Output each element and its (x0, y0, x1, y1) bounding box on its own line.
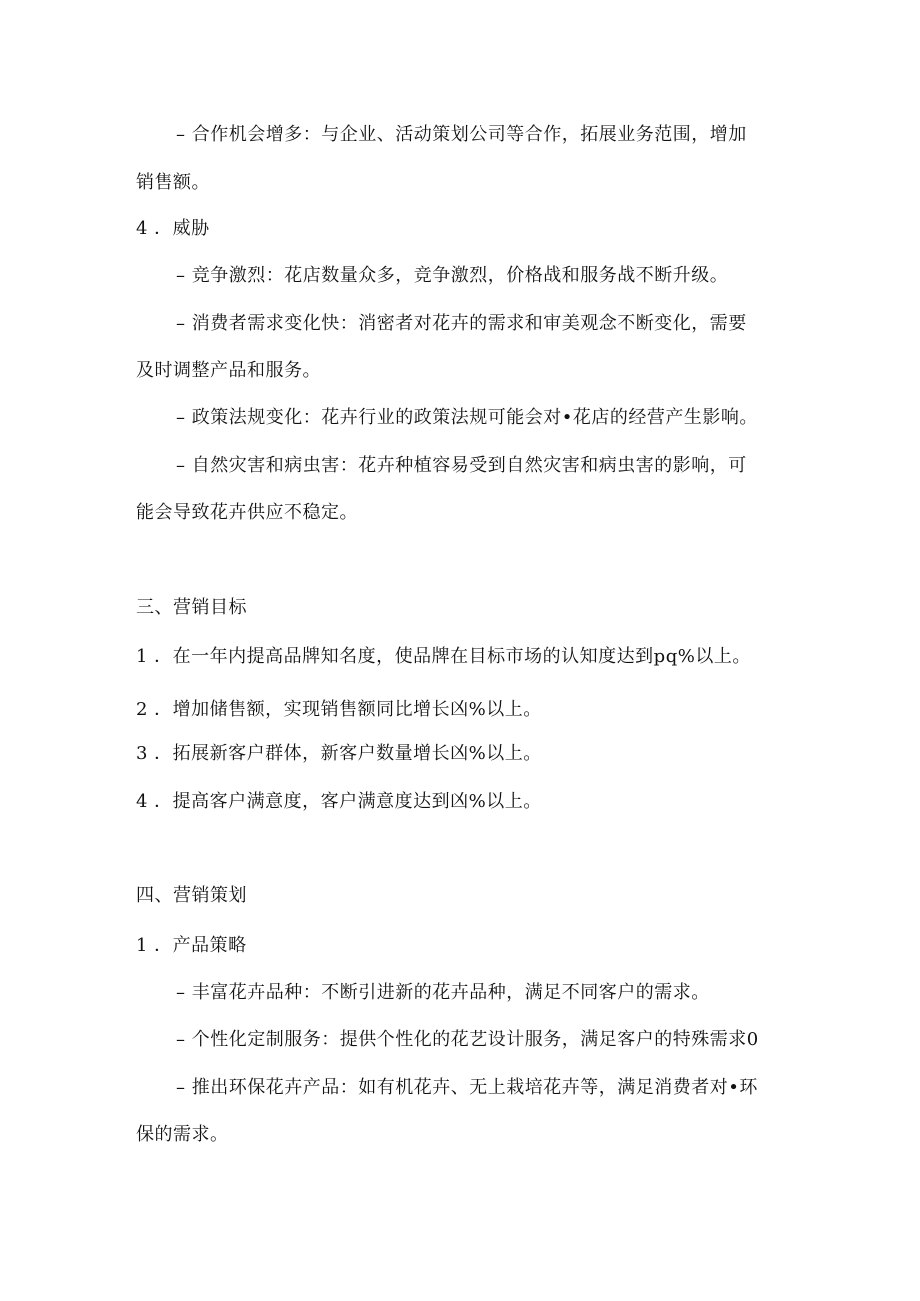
strategy-variety: – 丰富花卉品种：不断引进新的花卉品种，满足不同客户的需求。 (176, 982, 710, 1003)
threats-heading: 4 ．威胁 (136, 218, 210, 239)
threat-disaster-line-1: – 自然灾害和病虫害：花卉种植容易受到自然灾害和病虫害的影响，可 (176, 455, 747, 476)
section3-heading: 三、营销目标 (136, 597, 247, 618)
goal-item: 3 ．拓展新客户群体，新客户数量增长凶%以上。 (136, 743, 542, 764)
threat-disaster-line-2: 能会导致花卉供应不稳定。 (136, 502, 358, 523)
product-strategy-heading: 1 ．产品策略 (136, 935, 247, 956)
strategy-custom: – 个性化定制服务：提供个性化的花艺设计服务，满足客户的特殊需求0 (176, 1029, 759, 1050)
strategy-eco-line-2: 保的需求。 (136, 1124, 229, 1145)
goal-item: 4 ．提高客户满意度，客户满意度达到凶%以上。 (136, 791, 542, 812)
opportunity-item-line-1: – 合作机会增多：与企业、活动策划公司等合作，拓展业务范围，增加 (176, 124, 747, 145)
threat-consumer-line-2: 及时调整产品和服务。 (136, 360, 321, 381)
threat-policy: – 政策法规变化：花卉行业的政策法规可能会对•花店的经营产生影响。 (176, 407, 758, 428)
goal-item: 2 ．增加储售额，实现销售额同比增长凶%以上。 (136, 699, 542, 720)
opportunity-item-line-2: 销售额。 (136, 172, 210, 193)
strategy-eco-line-1: – 推出环保花卉产品：如有机花卉、无上栽培花卉等，满足消费者对•环 (176, 1077, 758, 1098)
threat-competition: – 竞争激烈：花店数量众多，竞争激烈，价格战和服务战不断升级。 (176, 265, 729, 286)
goal-item: 1 ．在一年内提高品牌知名度，使品牌在目标市场的认知度达到pq%以上。 (136, 646, 751, 667)
section4-heading: 四、营销策划 (136, 885, 247, 906)
threat-consumer-line-1: – 消费者需求变化快：消密者对花卉的需求和审美观念不断变化，需要 (176, 313, 747, 334)
